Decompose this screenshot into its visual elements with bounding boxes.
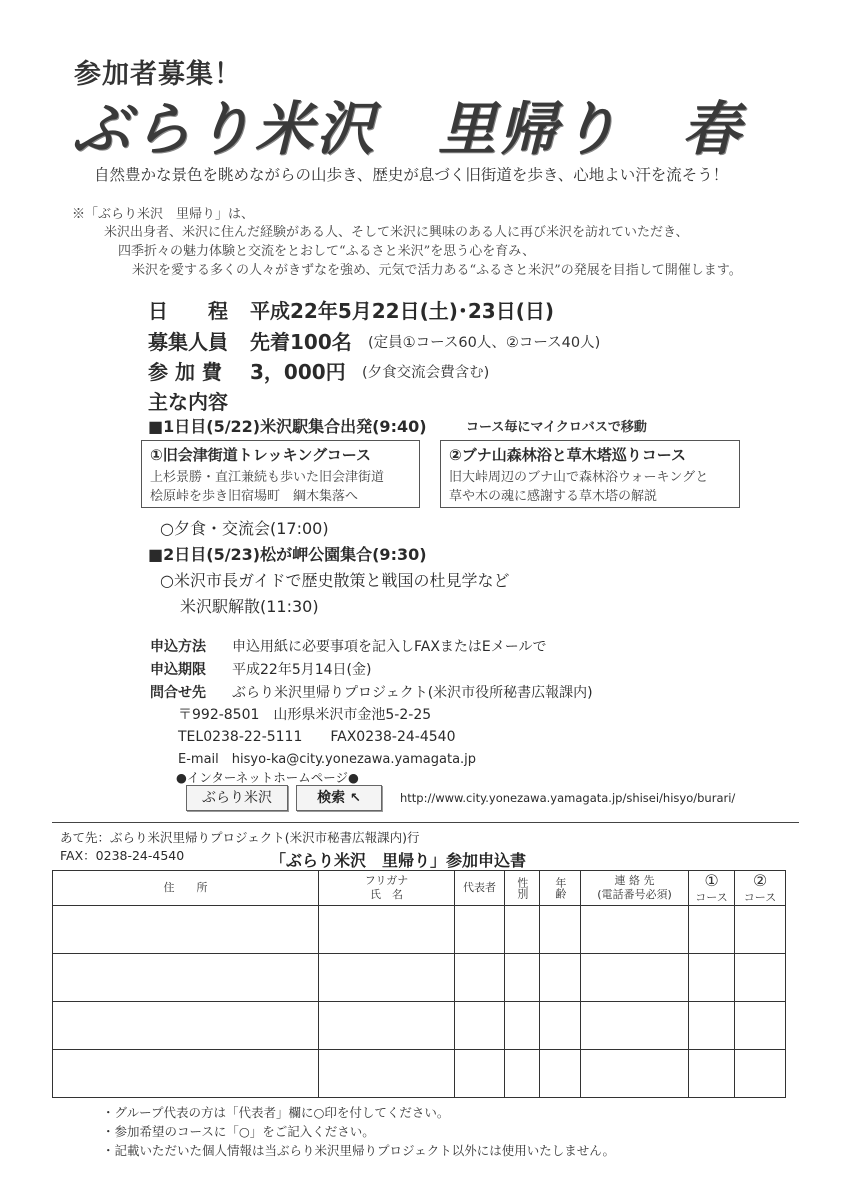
header-course1 [689,871,735,906]
form-title: 「ぶらり米沢 里帰り」参加申込書 [270,851,527,870]
form-cell-course1[interactable] [689,1002,735,1050]
form-cell-address[interactable] [53,906,319,954]
day1-bus-note: コース毎にマイクロバスで移動 [466,420,647,435]
day1-heading: ■1日目(5/22)米沢駅集合出発(9:40) [148,417,427,436]
event-title: ぶらり米沢 里帰り 春 [72,95,744,163]
header-rep: 代表者 [455,871,505,906]
day2-heading: ■2日目(5/23)松が岬公園集合(9:30) [148,545,427,564]
capacity-value: 先着100名 [250,330,352,354]
form-cell-age[interactable] [540,906,581,954]
form-cell-course1[interactable] [689,906,735,954]
header-gender: 性別 [505,871,540,906]
header-contact-text: 連 絡 先 [614,874,655,888]
course2-line-1: 旧大峠周辺のブナ山で森林浴ウォーキングと [449,470,709,485]
form-cell-address[interactable] [53,1050,319,1098]
form-cell-gender[interactable] [505,906,540,954]
course1-line-2: 桧原峠を歩き旧宿場町 綱木集落へ [150,489,359,504]
form-header-row [53,871,786,906]
search-keyword-box[interactable]: ぶらり米沢 [186,785,288,811]
form-cell-contact[interactable] [581,906,689,954]
contact-tel-fax: TEL0238-22-5111 FAX0238-24-4540 [178,729,456,745]
homepage-url[interactable]: http://www.city.yonezawa.yamagata.jp/shisei/hisyo/burari/ [400,791,736,805]
intro-note-2: 米沢出身者、米沢に住んだ経験がある人、そして米沢に興味のある人に再び米沢を訪れていただき、 [104,225,689,240]
form-cell-course1[interactable] [689,954,735,1002]
contact-address: 〒992-8501 山形県米沢市金池5-2-25 [178,707,432,723]
method-value: 申込用紙に必要事項を記入しFAXまたはEメールで [232,639,547,655]
course1-line-1: 上杉景勝・直江兼続も歩いた旧会津街道 [150,470,385,485]
contact-value: ぶらり米沢里帰りプロジェクト(米沢市役所秘書広報課内) [232,685,593,701]
form-cell-rep[interactable] [455,954,505,1002]
form-cell-course2[interactable] [735,906,786,954]
course2-line-2: 草や木の魂に感謝する草木塔の解説 [449,489,658,504]
header-name-text: 氏 名 [370,888,403,901]
search-button-label: 検索 [317,790,346,806]
deadline-value: 平成22年5月14日(金) [232,662,372,678]
form-cell-name[interactable] [319,906,455,954]
form-cell-rep[interactable] [455,1050,505,1098]
contact-email: E-mail hisyo-ka@city.yonezawa.yamagata.jp [178,752,477,767]
form-cell-rep[interactable] [455,1002,505,1050]
cursor-arrow-icon: ↖ [349,791,361,806]
header-course1-mark: ① [704,871,719,891]
form-cell-rep[interactable] [455,906,505,954]
form-cell-name[interactable] [319,1002,455,1050]
header-age: 年齢 [540,871,581,906]
search-button[interactable] [296,785,382,811]
intro-note-1: ※「ぶらり米沢 里帰り」は、 [72,207,255,222]
form-cell-age[interactable] [540,1050,581,1098]
form-row [53,1050,786,1098]
form-cell-course1[interactable] [689,1050,735,1098]
form-cell-contact[interactable] [581,1050,689,1098]
date-value: 平成22年5月22日(土)･23日(日) [250,299,554,323]
form-cell-name[interactable] [319,954,455,1002]
header-course2-word: コース [743,891,777,905]
form-cell-contact[interactable] [581,954,689,1002]
cut-line [52,822,799,823]
header-course2 [735,871,786,906]
course2-title: ②ブナ山森林浴と草木塔巡りコース [449,446,686,464]
header-contact [581,871,689,906]
day2-dismiss: 米沢駅解散(11:30) [180,597,319,616]
header-address: 住 所 [53,871,319,906]
header-name [319,871,455,906]
form-row [53,954,786,1002]
fee-value: 3，000円 [250,360,346,384]
day1-dinner: ○夕食・交流会(17:00) [160,519,329,538]
form-row [53,906,786,954]
form-cell-age[interactable] [540,954,581,1002]
header-contact-note: (電話番号必須) [597,888,672,901]
deadline-label: 申込期限 [150,662,206,678]
capacity-note: (定員①コース60人、②コース40人) [368,335,601,351]
date-label: 日 程 [148,299,228,323]
event-subtitle: 参加者募集！ [74,59,242,90]
course2-box [440,440,740,508]
form-cell-gender[interactable] [505,954,540,1002]
form-note-3: ・記載いただいた個人情報は当ぶらり米沢里帰りプロジェクト以外には使用いたしません。 [102,1143,616,1158]
form-row [53,1002,786,1050]
form-recipient: あて先：ぶらり米沢里帰りプロジェクト(米沢市秘書広報課内)行 [60,830,420,845]
method-label: 申込方法 [150,639,206,655]
intro-note-4: 米沢を愛する多くの人々がきずなを強め、元気で活力ある“ふるさと米沢”の発展を目指して開催します。 [132,263,742,278]
form-cell-name[interactable] [319,1050,455,1098]
form-fax: FAX：0238-24-4540 [60,848,185,863]
form-cell-course2[interactable] [735,1050,786,1098]
content-label: 主な内容 [148,390,228,414]
intro-note-3: 四季折々の魅力体験と交流をとおして“ふるさと米沢”を思う心を育み、 [118,244,536,259]
form-note-2: ・参加希望のコースに「○」をご記入ください。 [102,1124,375,1139]
fee-label: 参 加 費 [148,360,222,384]
form-cell-address[interactable] [53,954,319,1002]
course1-title: ①旧会津街道トレッキングコース [150,446,372,464]
form-cell-age[interactable] [540,1002,581,1050]
form-cell-gender[interactable] [505,1050,540,1098]
form-cell-address[interactable] [53,1002,319,1050]
contact-label: 問合せ先 [150,685,206,701]
form-cell-course2[interactable] [735,1002,786,1050]
fee-note: (夕食交流会費含む) [362,365,490,381]
homepage-label: ●インターネットホームページ● [176,770,359,785]
header-furigana-text: フリガナ [364,874,409,888]
application-form-table [52,870,786,1098]
capacity-label: 募集人員 [148,330,228,354]
form-cell-gender[interactable] [505,1002,540,1050]
form-cell-contact[interactable] [581,1002,689,1050]
day2-item: ○米沢市長ガイドで歴史散策と戦国の杜見学など [160,571,510,590]
form-cell-course2[interactable] [735,954,786,1002]
form-note-1: ・グループ代表の方は「代表者」欄に○印を付してください。 [102,1105,450,1120]
header-course1-word: コース [695,891,728,905]
header-course2-mark: ② [752,871,768,891]
event-tagline: 自然豊かな景色を眺めながらの山歩き、歴史が息づく旧街道を歩き、心地よい汗を流そう！ [94,166,729,184]
course1-box [141,440,420,508]
